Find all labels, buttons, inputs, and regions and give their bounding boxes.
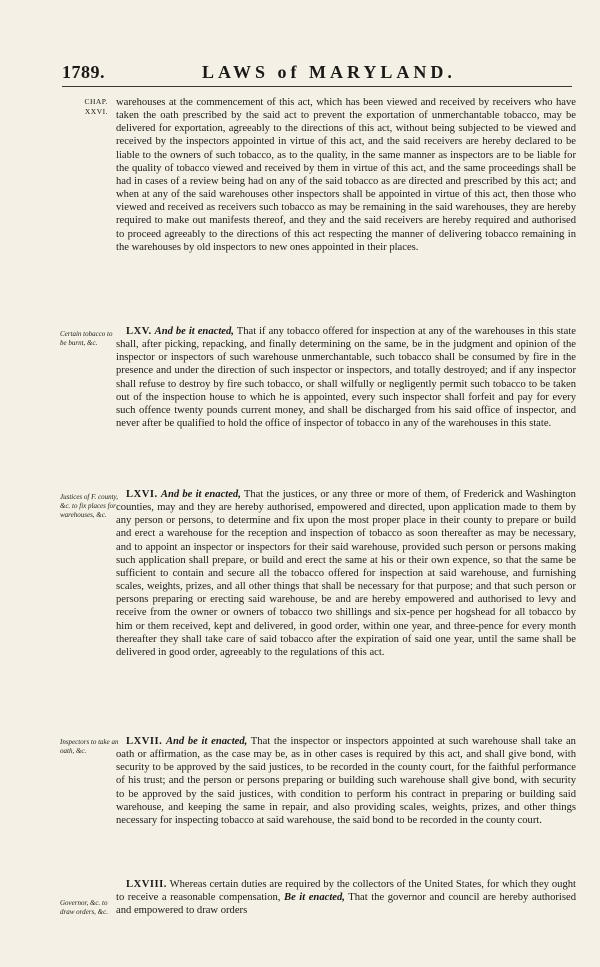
page-header <box>62 60 572 87</box>
section-number: LXVII. <box>126 736 163 747</box>
section-number: LXVI. <box>126 489 158 500</box>
section-number: LXV. <box>126 326 152 337</box>
year-label: 1789. <box>62 62 105 82</box>
section-lxvii <box>116 735 576 827</box>
paragraph-text: warehouses at the commencement of this act, which has been viewed and received by receivers who have taken the oath prescribed by the said act to prevent the exportation of unmerchantable tobacco, may be delivered for exportation, agreeably to the directions of this act, without being subjected to be viewed and received by the inspectors appointed in virtue of this act, and the said receivers are hereby declared to be liable to the owners of such tobacco, as to the quality, in the same manner as inspectors are to be liable for the quality of tobacco viewed and received by them in virtue of this act, and the same proceedings shall be had in cases of a review being had on any of the said tobacco as are directed and prescribed by this act; and when at any of the said warehouses other inspectors shall be appointed in virtue of this act, then those who viewed and received as receivers such tobacco as may be remaining in the said warehouses, they are hereby required to make out manifests thereof, and they and the said receivers are hereby required and authorised to proceed agreeably to the directions of this act respecting the manner of delivering tobacco remaining in the warehouses by old inspectors to new ones appointed in their places. <box>116 97 576 253</box>
enacting-clause: Be it enacted, <box>284 892 345 904</box>
paragraph-continuation <box>116 96 576 254</box>
margin-note-justices: Justices of F. county, &c. to fix places for warehouses, &c. <box>60 493 118 519</box>
enacting-clause: And be it enacted, <box>154 326 234 337</box>
section-text-after: That the governor and council are hereby authorised and empowered to draw orders <box>116 892 576 917</box>
chapter-marker <box>64 97 108 117</box>
section-number: LXVIII. <box>126 879 167 890</box>
running-title: LAWS of MARYLAND. <box>202 62 456 82</box>
margin-note-inspectors-oath: Inspectors to take an oath, &c. <box>60 738 119 755</box>
section-text: That if any tobacco offered for inspection at any of the warehouses in this state shall, after picking, repacking, and finally determining on the same, be in the judgment and opinion of the inspector or inspectors of such warehouse unmerchantable, such tobacco shall be consumed by fire in the presence and under the direction of such inspector or inspectors, and totally destroyed; and if any inspector shall refuse to destroy by fire such tobacco, or shall wilfully or negligently permit such tobacco to be taken out of the inspection house to which he is appointed, every such inspector shall forfeit and pay for every such offence twenty pounds current money, and shall be discharged from his said office of inspector, and never after be qualified to hold the office of inspector of tobacco in any of the warehouses in this state. <box>116 326 576 430</box>
section-lxvi <box>116 488 576 659</box>
enacting-clause: And be it enacted, <box>160 489 241 500</box>
chapter-label: CHAP. <box>84 97 108 106</box>
margin-note-governor-orders: Governor, &c. to draw orders, &c. <box>60 899 108 916</box>
section-text: Whereas certain duties are required by the collectors of the United States, for which they ought to receive a reasonable compensation, <box>116 879 576 904</box>
margin-note-burn-tobacco: Certain tobacco to be burnt, &c. <box>60 330 113 347</box>
section-text: That the inspector or inspectors appointed at such warehouse shall take an oath or affirmation, as the case may be, as in other cases is required by this act, and shall give bond, with security to be approved by the said justices, to be recorded in the county court, for the faithful performance of his trust; and the person or persons preparing or building such warehouse shall give bond, with security to be approved by the said justices, with condition to perform his contract in preparing or building said warehouse, and keeping the same in repair, and also providing scales, weights, prizes, and other things necessary for inspecting tobacco at said warehouse, the said bond to be recorded in the county court. <box>116 736 576 826</box>
section-lxv <box>116 325 576 430</box>
enacting-clause: And be it enacted, <box>165 736 248 747</box>
chapter-number: XXVI. <box>84 107 108 116</box>
section-text: That the justices, or any three or more of them, of Frederick and Washington counties, may and they are hereby authorised, empowered and directed, upon application made to them by any person or persons, to determine and fix upon the most proper place in their county to prepare or build and erect a warehouse for the reception and inspection of tobacco as soon thereafter as may be necessary, and to appoint an inspector or inspectors for their said warehouse, provided such person or persons making such application shall prepare, or build and erect the same at his or their own expence, so that the same be sufficient to contain and secure all the tobacco offered for inspection at said warehouse, and furnishing scales, weights, prizes, and all other things that shall be necessary for that purpose; and that such person or persons preparing or erecting said warehouse, be and are hereby empowered and authorised to levy and receive from the owner or owners of tobacco two shillings and six-pence per hogshead for all tobacco by him or them received, kept and delivered, in good order, within one year, and three-pence for every month thereafter they shall take care of said tobacco after the expiration of said one year, until the same shall be delivered in good order, agreeably to the regulations of this act. <box>116 489 576 658</box>
section-lxviii <box>116 878 576 917</box>
